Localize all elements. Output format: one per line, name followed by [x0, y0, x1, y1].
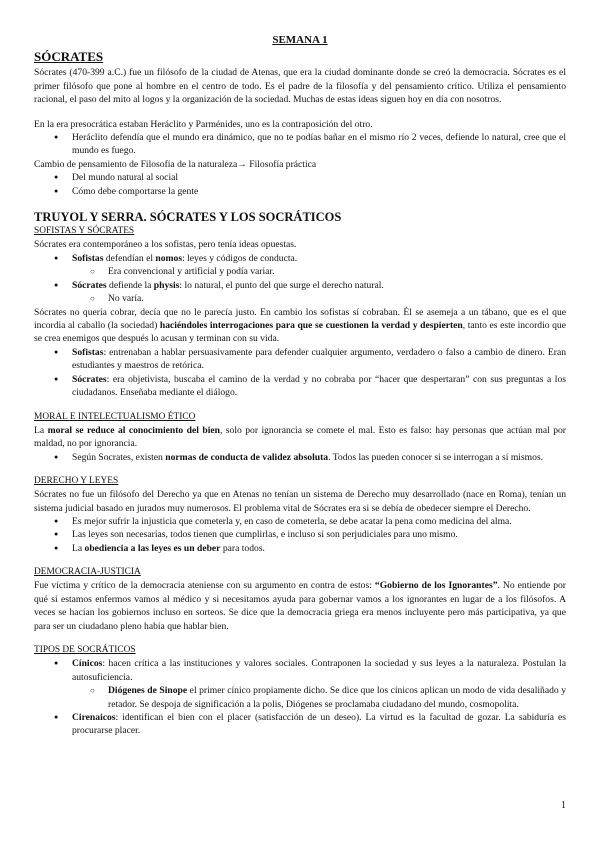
- subheading-tipos: TIPOS DE SOCRÁTICOS: [34, 645, 136, 656]
- section-heading-socrates: SÓCRATES: [34, 49, 104, 65]
- list-item: ● Es mejor sufrir la injusticia que cometerla y, en caso de cometerla, se debe acatar la pena como medicina del alma.: [34, 515, 566, 528]
- list-item: ● Cómo debe comportarse la gente: [34, 185, 566, 198]
- section-heading-truyol: TRUYOL Y SERRA. SÓCRATES Y LOS SOCRÁTICOS: [34, 210, 342, 225]
- list-item: ● Cirenaicos: identifican el bien con el placer (satisfacción de un deseo). La virtud es la facultad de gozar. La sabiduría es procurarse placer.: [34, 711, 566, 738]
- list-item: ● Del mundo natural al social: [34, 171, 566, 184]
- paragraph: Sócrates era contemporáneo a los sofistas, pero tenía ideas opuestas.: [34, 239, 297, 251]
- bullet-list: [34, 346, 566, 400]
- list-item: ● Según Socrates, existen normas de conducta de validez absoluta. Todos las pueden conocer si se interrogan a sí mismos.: [34, 451, 566, 464]
- paragraph: La moral se reduce al conocimiento del bien, solo por ignorancia se comete el mal. Esto es falso: hay personas que actúan mal por maldad, no por ignorancia.: [34, 424, 566, 450]
- document-page: [34, 33, 566, 738]
- paragraph: Cambio de pensamiento de Filosofía de la naturaleza→ Filosofía práctica: [34, 158, 317, 170]
- paragraph: Sócrates no quería cobrar, decía que no le parecía justo. En cambio los sofistas sí cobraban. Él se asemeja a un tábano, que es el que incordia al caballo (la sociedad) haciéndoles interrogaciones para que se cuestionen la verdad y despierten, tanto es este incordio que se crea enemigos que después lo acusan y terminan con su vida.: [34, 306, 566, 345]
- bullet-list: [34, 252, 566, 265]
- paragraph: Sócrates (470-399 a.C.) fue un filósofo de la ciudad de Atenas, que era la ciudad dominante donde se creó la democracia. Sócrates es el primer filósofo que pone al hombre en el centro de todo. Es el padre de la filosofía y del pensamiento crítico. Utiliza el pensamiento racional, el paso del mito al logos y la organización de la sociedad. Muchas de estas ideas siguen hoy en día con nosotros.: [34, 67, 566, 106]
- list-item: ● Sócrates: era objetivista, buscaba el camino de la verdad y no cobraba por “hacer que despertaran” con sus preguntas a los ciudadanos. Enseñaba mediante el diálogo.: [34, 373, 566, 400]
- bullet-list: [34, 711, 566, 738]
- list-item: ● Sócrates defiende la physis: lo natural, el punto del que surge el derecho natural.: [34, 279, 566, 292]
- list-item: ● La obediencia a las leyes es un deber para todos.: [34, 542, 566, 555]
- bullet-list: [34, 171, 566, 198]
- bullet-list: [34, 131, 566, 158]
- paragraph: Sócrates no fue un filósofo del Derecho ya que en Atenas no tenían un sistema de Derecho muy desarrollado (nace en Roma), tenían un sistema judicial basado en jurados muy numerosos. El problema vital de Sócrates era si se debía de obedecer siempre el Derecho.: [34, 489, 566, 514]
- bullet-list: [34, 279, 566, 292]
- paragraph: Fue víctima y crítico de la democracia ateniense con su argumento en contra de estos: “Gobierno de los Ignorantes”. No entiende por qué si estamos enfermos vamos al médico y si necesitamos ayuda para gobernar vamos a los ignorantes en lugar de a los filósofos. A veces se hacían los gobiernos incluso en sorteos. Se dice que la democracia griega era menos incluyente pero más participativa, ya que para ser un ciudadano pleno había que hablar bien.: [34, 580, 566, 632]
- sub-bullet-list: [34, 684, 566, 711]
- list-item: ○ Diógenes de Sinope el primer cínico propiamente dicho. Se dice que los cínicos aplican un modo de vida desaliñado y retador. Se despoja de significación a la polis, Diógenes se proclamaba ciudadano del mundo, cosmopolita.: [34, 684, 566, 711]
- subheading-democracia: DEMOCRACIA-JUSTICIA: [34, 567, 141, 578]
- page-number: 1: [561, 800, 566, 811]
- list-item: ● Cínicos: hacen crítica a las instituciones y valores sociales. Contraponen la sociedad y sus leyes a la naturaleza. Postulan la autosuficiencia.: [34, 657, 566, 684]
- subheading-derecho: DERECHO Y LEYES: [34, 475, 119, 486]
- subheading-sofistas: SOFISTAS Y SÓCRATES: [34, 226, 135, 237]
- paragraph: En la era presocrática estaban Heráclito y Parménides, uno es la contraposición del otro.: [34, 118, 373, 130]
- bullet-list: [34, 657, 566, 684]
- sub-bullet-list: [34, 292, 566, 305]
- bullet-list: [34, 451, 566, 464]
- list-item: ● Sofistas defendían el nomos: leyes y códigos de conducta.: [34, 252, 566, 265]
- sub-bullet-list: [34, 265, 566, 278]
- page-title: SEMANA 1: [272, 34, 328, 46]
- list-item: ○ No varía.: [34, 292, 566, 305]
- list-item: ○ Era convencional y artificial y podía variar.: [34, 265, 566, 278]
- list-item: ● Las leyes son necesarias, todos tienen que cumplirlas, e incluso si son perjudiciales para uno mismo.: [34, 528, 566, 541]
- bullet-list: [34, 515, 566, 555]
- subheading-moral: MORAL E INTELECTUALISMO ÉTICO: [34, 411, 196, 422]
- list-item: ● Sofistas: entrenaban a hablar persuasivamente para defender cualquier argumento, verdadero o falso a cambio de dinero. Eran estudiantes y maestros de retórica.: [34, 346, 566, 373]
- list-item: ● Heráclito defendía que el mundo era dinámico, que no te podías bañar en el mismo río 2 veces, defiende lo natural, cree que el mundo es fuego.: [34, 131, 566, 158]
